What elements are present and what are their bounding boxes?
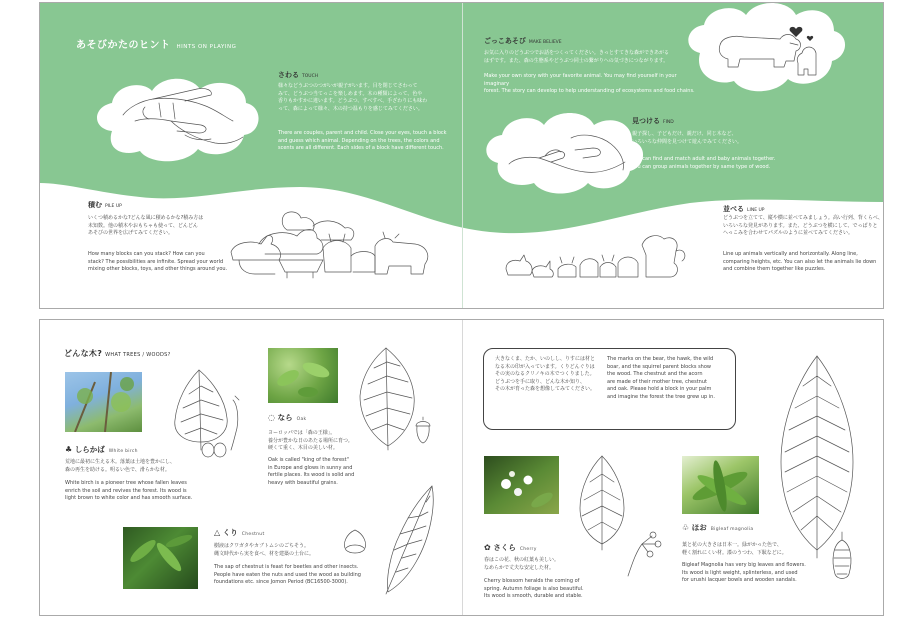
hoo-heading: ♧ ほお Bigleaf magnolia (682, 523, 754, 532)
bears-hearts-illustration (710, 23, 820, 83)
kuri-en-text: The sap of chestnut is feast for beetles and other insects. People have eaten the nuts and used the wood as building foundations etc. since Jomon Period (BC16500-3000). (214, 564, 361, 586)
find-jp-text: 親子探し、子どもだけ、親だけ、同じ木など、 いろいろな仲間を見つけて遊んでみてください。 (632, 131, 743, 145)
shirakaba-heading: ♣ しらかば White birch (65, 445, 138, 454)
touch-en-text: There are couples, parent and child. Close your eyes, touch a block and guess which animal. Depending on the trees, the colors and scents are all different. Each sides of a block have different touch. (278, 130, 447, 152)
birch-leaf-illustration (153, 366, 253, 451)
line-up-en-text: Line up animals vertically and horizontally. Along line, comparing heights, etc. You can also let the animals lie down and combine them together like puzzles. (723, 251, 877, 273)
pile-up-heading: 積む PILE UP (88, 201, 122, 209)
leaf-icon: ◌ (268, 413, 275, 422)
page-title: あそびかたのヒント HINTS ON PLAYING (76, 40, 237, 51)
kuri-jp-text: 樹液はクワガタやカブトムシのごちそう。 縄文時代から実を食べ、材を建築の土台に。 (214, 543, 315, 557)
pile-up-jp-text: いくつ積めるかな?どんな風に積めるかな?積み方は 未知数。他の積木やおもちゃも使って、どんどん あそびの世界を広げてみてください。 (88, 215, 204, 237)
white-birch-photo (65, 372, 142, 432)
sakura-heading: ✿ さくら Cherry (484, 543, 537, 552)
hoo-en-text: Bigleaf Magnolia has very big leaves and flowers. Its wood is light weight, splinterless, and used for urushi lacquer bowls and wooden sandals. (682, 562, 806, 584)
line-up-jp-text: どうぶつを立てて、縦や横に並べてみましょう。高い行列、背くらべ、 いろいろな発見があります。また、どうぶつを横にして、でっぱりと へっこみを合わせてパズルのように並べてみてください。 (723, 215, 883, 237)
magnolia-photo (682, 456, 759, 514)
kuri-heading: △ くり Chestnut (214, 528, 265, 537)
nara-heading: ◌ なら Oak (268, 413, 307, 422)
cherry-photo (484, 456, 559, 514)
chestnut-photo (123, 527, 198, 589)
line-up-heading: 並べる LINE UP (723, 205, 765, 213)
shirakaba-jp-text: 荒地に最初に生える木。落葉は土地を豊かにし、 森の再生を助ける。明るい色で、滑らかな材。 (65, 459, 176, 473)
sakura-en-text: Cherry blossom heralds the coming of spring. Autumn foliage is also beautiful. Its wood is smooth, durable and stable. (484, 578, 584, 600)
make-believe-en-text: Make your own story with your favorite animal. You may find yourself in your imaginary forest. The story can develop to help understanding of ecosystems and food chains. (484, 73, 695, 95)
top-spread (39, 2, 884, 309)
touch-heading: さわる TOUCH (278, 71, 319, 79)
hands-touch-illustration (115, 81, 250, 153)
chestnut-leaf-illustration (380, 482, 440, 597)
leaf-icon: ♧ (682, 523, 690, 532)
chestnut-icon: △ (214, 528, 221, 537)
find-en-text: You can find and match adult and baby animals together. You can group animals together by same type of wood. (632, 156, 776, 170)
lined-animals-illustration (502, 225, 692, 280)
bottom-spread (39, 319, 884, 616)
acorn-icon (412, 416, 434, 446)
flower-icon: ✿ (484, 543, 491, 552)
sakura-jp-text: 春はこの花、秋の紅葉も美しい。 なめらかで丈夫な安定した材。 (484, 557, 560, 571)
nara-en-text: Oak is called "king of the forest" in Europe and glows in sunny and fertile places. Its wood is solid and heavy with beautiful grains. (268, 457, 355, 486)
hoo-jp-text: 葉と花の大きさは日本一。緑がかった色で、 軽く割れにくい材。漆のうつわ、下駄などに。 (682, 542, 787, 556)
trees-title: どんな木? WHAT TREES / WOODS? (64, 349, 171, 358)
hands-animal-illustration (505, 128, 635, 188)
birch-seed-icon (200, 440, 230, 460)
chestnut-nut-icon (340, 526, 370, 556)
note-en-text: The marks on the bear, the hawk, the wild boar, and the squirrel parent blocks show the wood. The chestnut and the acorn are made of their mother tree, chestnut and oak. Please hold a block in your palm and imagine the forest the tree grew up in. (607, 356, 715, 400)
make-believe-heading: ごっこあそび MAKE BELIEVE (484, 37, 562, 45)
make-believe-jp-text: お気に入りのどうぶつでお話をつくってください。きっとすてきな森ができあがる はずです。また、森の生態系やどうぶつ同士の繋がりへの気づきにつながります。 (484, 50, 670, 64)
nara-jp-text: ヨーロッパでは「森の王様」。 養分が豊かな日のあたる場所に育つ。 硬くて重く、木目の美しい材。 (268, 430, 353, 452)
stacked-animals-illustration (225, 208, 435, 283)
find-heading: 見つける FIND (632, 117, 674, 125)
cherry-fruit-icon (622, 530, 662, 580)
note-jp-text: 大きなくま、たか、いのしし、りすには材と なる木の印が入っています。くりどんぐりは その実のなるクリノキの木でつくりました。 どうぶつを手に取り、どんな木か知り、 その木が育った森を想像してみてください。 (495, 356, 596, 393)
oak-photo (268, 348, 338, 403)
shirakaba-en-text: White birch is a pioneer tree whose fallen leaves enrich the soil and revives the forest. Its wood is light brown to white color and has smooth surface. (65, 480, 193, 502)
touch-jp-text: 様々などうぶつのつがいが親子がいます。目を閉じてさわって みて、どうぶつ当てっこを楽しめます。木の種類によって、色や 香りもかすかに違います。どうぶつ、すべすべ、手ざわりにも味わ って、森によって様々、木の持つ温もりを感じてみてください。 (278, 83, 428, 112)
leaf-icon: ♣ (65, 445, 73, 454)
pile-up-en-text: How many blocks can you stack? How can you stack? The possibilities are infinite. Spread your world mixing other blocks, toys, and other things around you. (88, 251, 228, 273)
